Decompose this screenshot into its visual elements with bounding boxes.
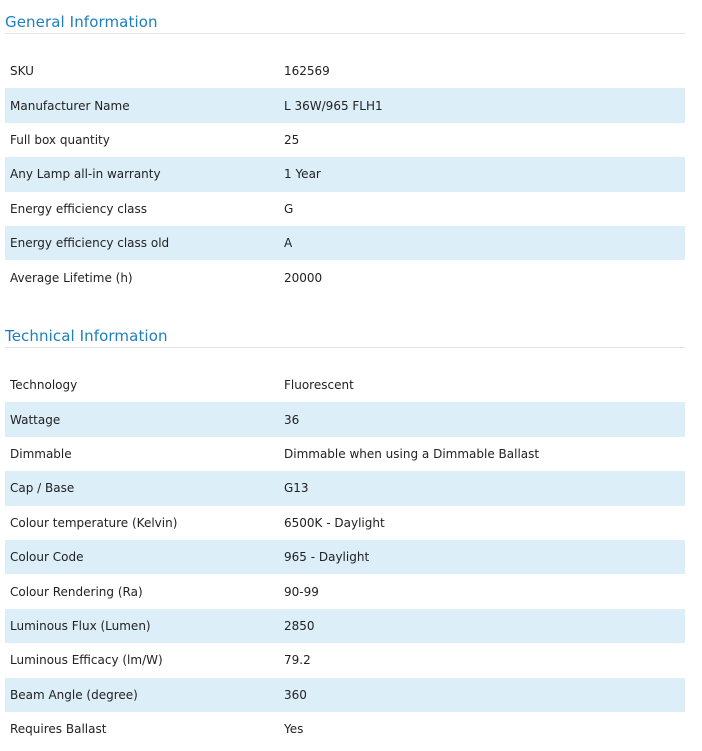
spec-label: Technology: [10, 378, 78, 393]
spec-value: 1 Year: [284, 157, 685, 191]
spec-label: Energy efficiency class old: [5, 226, 284, 260]
table-row: [5, 368, 685, 402]
spec-label: Cap / Base: [5, 471, 284, 505]
table-row: [5, 540, 685, 574]
spec-value: 2850: [284, 609, 685, 643]
spec-value: 90-99: [284, 584, 319, 599]
spec-value: 6500K - Daylight: [284, 515, 385, 530]
table-row: [5, 260, 685, 294]
table-row: [5, 609, 685, 643]
spec-label: Luminous Efficacy (lm/W): [10, 653, 163, 668]
table-row: [5, 192, 685, 226]
spec-label: Colour Code: [5, 540, 284, 574]
spec-label: Colour Rendering (Ra): [10, 584, 143, 599]
spec-value: Fluorescent: [284, 378, 354, 393]
spec-value: 20000: [284, 270, 323, 285]
spec-value: 36: [284, 402, 685, 436]
table-row: [5, 574, 685, 608]
table-row: [5, 471, 685, 505]
table-row: [5, 506, 685, 540]
table-row: [5, 712, 685, 746]
table-row: [5, 402, 685, 436]
spec-value: Yes: [284, 722, 304, 737]
table-row: [5, 54, 685, 88]
spec-label: SKU: [10, 64, 34, 79]
spec-value: 162569: [284, 64, 330, 79]
spec-label: Average Lifetime (h): [10, 270, 133, 285]
general-information-table: [5, 54, 685, 295]
spec-label: Any Lamp all-in warranty: [5, 157, 284, 191]
spec-value: G13: [284, 471, 685, 505]
spec-value: 25: [284, 132, 300, 147]
table-row: [5, 643, 685, 677]
spec-value: L 36W/965 FLH1: [284, 88, 685, 122]
spec-label: Dimmable: [10, 446, 72, 461]
technical-information-section: [5, 314, 685, 746]
spec-label: Luminous Flux (Lumen): [5, 609, 284, 643]
spec-label: Manufacturer Name: [5, 88, 284, 122]
general-information-section: [5, 0, 685, 295]
spec-label: Full box quantity: [10, 132, 110, 147]
technical-information-table: [5, 368, 685, 746]
table-row: [5, 437, 685, 471]
technical-information-title: Technical Information: [5, 314, 685, 348]
spec-value: A: [284, 226, 685, 260]
spec-label: Beam Angle (degree): [5, 678, 284, 712]
table-row: [5, 678, 685, 712]
table-row: [5, 123, 685, 157]
spec-label: Colour temperature (Kelvin): [10, 515, 178, 530]
spec-label: Energy efficiency class: [10, 201, 148, 216]
general-information-title: General Information: [5, 0, 685, 34]
spec-value: 965 - Daylight: [284, 540, 685, 574]
spec-value: Dimmable when using a Dimmable Ballast: [284, 446, 540, 461]
spec-value: 79.2: [284, 653, 311, 668]
table-row: [5, 226, 685, 260]
spec-value: 360: [284, 678, 685, 712]
table-row: [5, 88, 685, 122]
spec-label: Wattage: [5, 402, 284, 436]
spec-value: G: [284, 201, 294, 216]
table-row: [5, 157, 685, 191]
spec-label: Requires Ballast: [10, 722, 107, 737]
